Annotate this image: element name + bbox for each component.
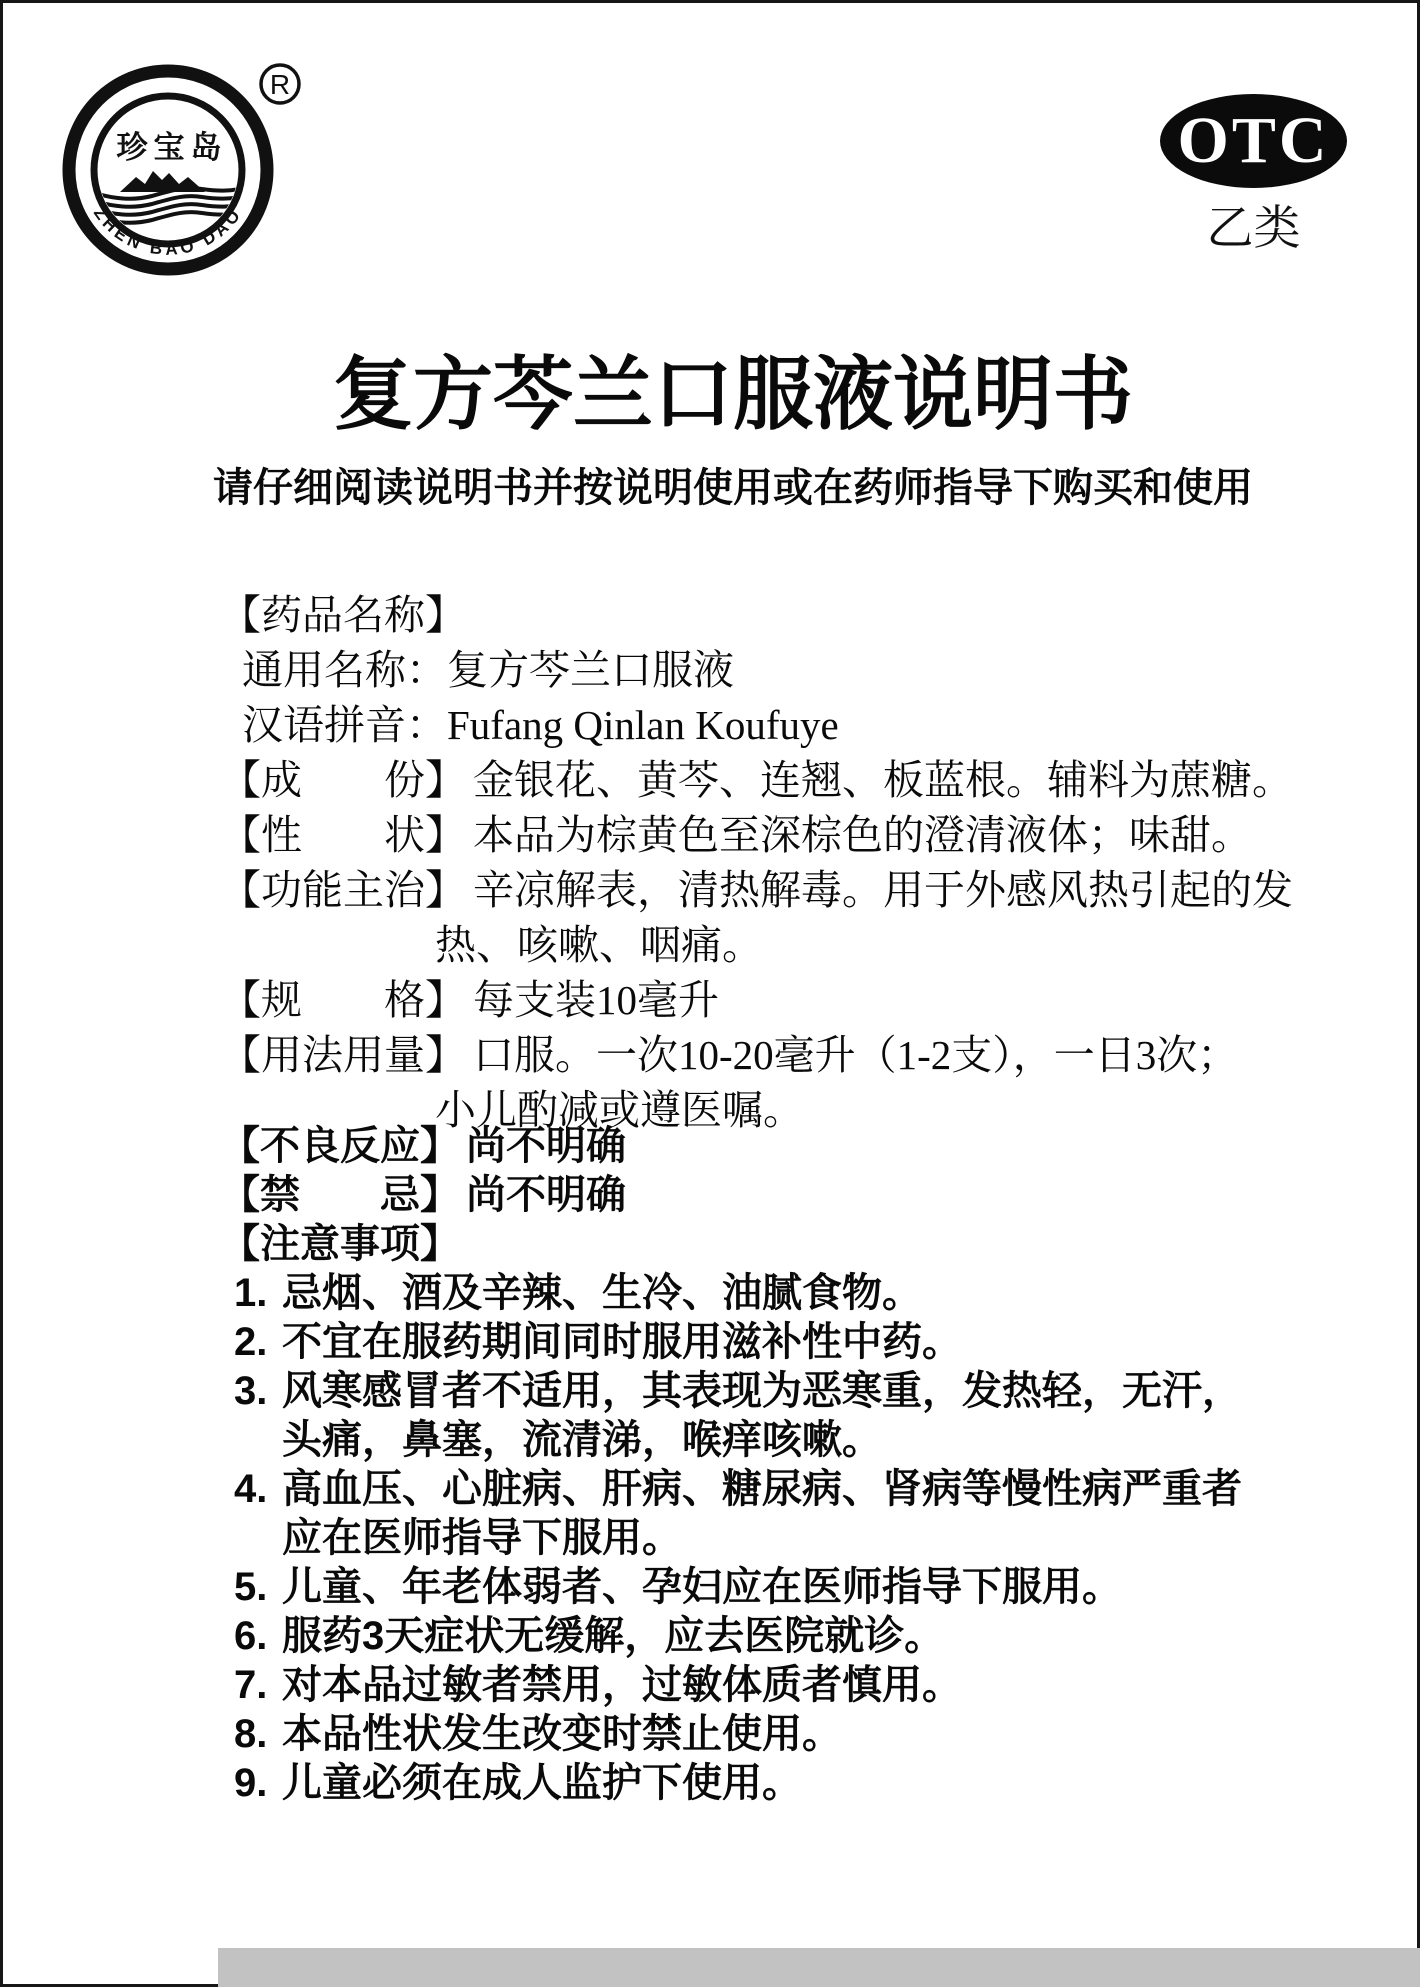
zhenbaodao-logo-icon (62, 58, 314, 290)
field-value: 小儿酌减或遵医嘱。 (435, 1087, 804, 1133)
field-value: 尚不明确 (466, 1124, 626, 1168)
list-item-text: 服药3天症状无缓解，应去医院就诊。 (282, 1614, 945, 1658)
list-item-text: 不宜在服药期间同时服用滋补性中药。 (282, 1320, 962, 1364)
page-subtitle: 请仔细阅读说明书并按说明使用或在药师指导下购买和使用 (213, 466, 1253, 510)
list-item (220, 1612, 1295, 1661)
list-item (220, 1269, 1295, 1318)
list-item-text: 儿童、年老体弱者、孕妇应在医师指导下服用。 (282, 1565, 1122, 1609)
field-row (220, 973, 1282, 1028)
list-item (220, 1563, 1295, 1612)
list-item (220, 1759, 1295, 1808)
field-row (220, 808, 1282, 863)
field-row (220, 643, 1282, 698)
field-row-continuation (220, 918, 1282, 973)
field-row (220, 753, 1293, 808)
list-item-number: 4. (234, 1467, 268, 1511)
field-row (220, 863, 1293, 918)
field-value: 口服。一次10-20毫升（1-2支），一日3次； (473, 1032, 1239, 1078)
field-label: 【性 状】 (220, 812, 466, 858)
list-item-number: 7. (234, 1663, 268, 1707)
field-label: 【用法用量】 (220, 1032, 466, 1078)
warnings-section (220, 1122, 1295, 1808)
field-row (220, 588, 1282, 643)
field-value: 每支装10毫升 (473, 977, 719, 1023)
list-item-text: 儿童必须在成人监护下使用。 (282, 1761, 802, 1805)
list-item-number: 6. (234, 1614, 268, 1658)
svg-text:R: R (269, 69, 291, 100)
bottom-gray-bar (218, 1948, 1420, 1987)
logo-name-text: 珍宝岛 (116, 130, 228, 165)
list-item (220, 1710, 1295, 1759)
list-item-number: 9. (234, 1761, 268, 1805)
otc-badge (1160, 94, 1347, 188)
field-value: 金银花、黄芩、连翘、板蓝根。辅料为蔗糖。 (473, 757, 1293, 803)
list-item-number: 3. (234, 1369, 268, 1413)
drug-info-section (220, 588, 1293, 1138)
otc-badge-label: OTC (1177, 104, 1330, 177)
list-item-number: 5. (234, 1565, 268, 1609)
list-item-number: 8. (234, 1712, 268, 1756)
registered-mark-icon (261, 65, 299, 103)
field-label: 【不良反应】 (220, 1124, 460, 1168)
field-value: 辛凉解表，清热解毒。用于外感风热引起的发 (473, 867, 1293, 913)
field-label: 【注意事项】 (220, 1222, 460, 1266)
field-row (220, 1122, 1295, 1171)
field-label: 【禁 忌】 (220, 1173, 460, 1217)
list-item-continuation: 应在医师指导下服用。 (282, 1516, 682, 1560)
field-value: 尚不明确 (466, 1173, 626, 1217)
list-item-text: 忌烟、酒及辛辣、生冷、油腻食物。 (282, 1271, 922, 1315)
field-value: 热、咳嗽、咽痛。 (435, 922, 763, 968)
field-row (220, 698, 1282, 753)
field-value: 通用名称：复方芩兰口服液 (242, 647, 734, 693)
list-item-text: 高血压、心脏病、肝病、糖尿病、肾病等慢性病严重者 (282, 1467, 1242, 1511)
field-row (220, 1171, 1295, 1220)
list-item-continuation: 头痛，鼻塞，流清涕，喉痒咳嗽。 (282, 1418, 882, 1462)
field-row (220, 1220, 1295, 1269)
list-item-text: 本品性状发生改变时禁止使用。 (282, 1712, 842, 1756)
field-label: 【功能主治】 (220, 867, 466, 913)
list-item (220, 1318, 1295, 1367)
page-title: 复方芩兰口服液说明书 (333, 352, 1133, 440)
field-label: 【成 份】 (220, 757, 466, 803)
field-row (220, 1028, 1282, 1083)
list-item-text: 风寒感冒者不适用，其表现为恶寒重，发热轻，无汗， (282, 1369, 1242, 1413)
field-value: 本品为棕黄色至深棕色的澄清液体；味甜。 (473, 812, 1252, 858)
list-item (220, 1367, 1295, 1465)
list-item (220, 1465, 1295, 1563)
logo-outer-circle (69, 71, 267, 269)
field-value: 汉语拼音：Fufang Qinlan Koufuye (242, 702, 839, 748)
list-item (220, 1661, 1295, 1710)
otc-class-label: 乙类 (1206, 201, 1301, 254)
list-item-number: 2. (234, 1320, 268, 1364)
list-item-number: 1. (234, 1271, 268, 1315)
field-label: 【规 格】 (220, 977, 466, 1023)
list-item-text: 对本品过敏者禁用，过敏体质者慎用。 (282, 1663, 962, 1707)
logo-romanized-text: ZHEN BAO DAO (89, 203, 247, 259)
field-label: 【药品名称】 (220, 592, 466, 638)
